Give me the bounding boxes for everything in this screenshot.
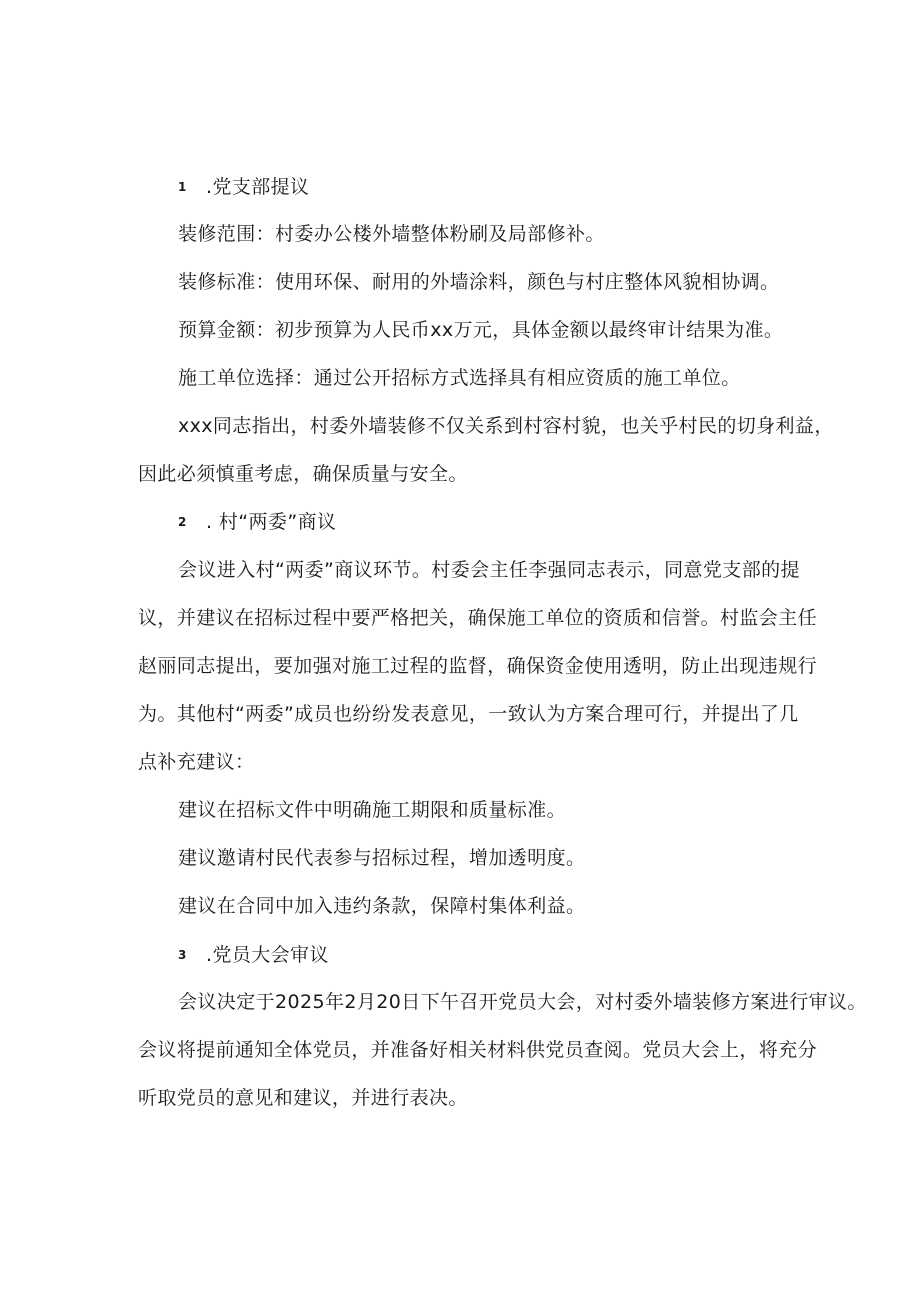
section-1-paragraph-line: 因此必须慎重考虑，确保质量与安全。	[138, 463, 468, 485]
section-3-paragraph-line: 会议决定于2025年2月20日下午召开党员大会，对村委外墙装修方案进行审议。	[178, 991, 867, 1013]
section-1-item-budget: 预算金额：初步预算为人民币xx万元，具体金额以最终审计结果为准。	[178, 319, 784, 341]
section-3-paragraph-line: 听取党员的意见和建议，并进行表决。	[138, 1087, 468, 1109]
section-3-paragraph-line: 会议将提前通知全体党员，并准备好相关材料供党员查阅。党员大会上，将充分	[138, 1039, 818, 1061]
section-3-heading	[178, 943, 838, 967]
section-3-title: .党员大会审议	[206, 944, 329, 966]
suggestion-item: 建议邀请村民代表参与招标过程，增加透明度。	[178, 847, 586, 869]
section-1-heading	[178, 175, 838, 199]
section-1-paragraph-line: xxx同志指出，村委外墙装修不仅关系到村容村貌，也关乎村民的切身利益，	[178, 415, 834, 437]
section-2-heading	[178, 510, 838, 534]
section-2-paragraph-line: 赵丽同志提出，要加强对施工过程的监督，确保资金使用透明，防止出现违规行	[138, 655, 818, 677]
section-1-item-contractor: 施工单位选择：通过公开招标方式选择具有相应资质的施工单位。	[178, 367, 741, 389]
section-2-paragraph-line: 点补充建议：	[138, 751, 255, 773]
section-1-title: .党支部提议	[206, 176, 310, 198]
section-1-number: 1	[178, 180, 187, 194]
section-2-paragraph-line: 议，并建议在招标过程中要严格把关，确保施工单位的资质和信誉。村监会主任	[138, 607, 818, 629]
section-2-paragraph-line: 为。其他村“两委”成员也纷纷发表意见，一致认为方案合理可行，并提出了几	[138, 703, 799, 725]
section-1-item-scope: 装修范围：村委办公楼外墙整体粉刷及局部修补。	[178, 223, 605, 245]
section-2-number: 2	[178, 515, 187, 529]
suggestion-item: 建议在合同中加入违约条款，保障村集体利益。	[178, 895, 586, 917]
section-2-paragraph-line: 会议进入村“两委”商议环节。村委会主任李强同志表示，同意党支部的提	[178, 559, 800, 581]
section-3-number: 3	[178, 948, 187, 962]
section-2-title: . 村“两委”商议	[206, 511, 337, 533]
section-1-item-standard: 装修标准：使用环保、耐用的外墙涂料，颜色与村庄整体风貌相协调。	[178, 271, 780, 293]
suggestion-item: 建议在招标文件中明确施工期限和质量标准。	[178, 799, 567, 821]
